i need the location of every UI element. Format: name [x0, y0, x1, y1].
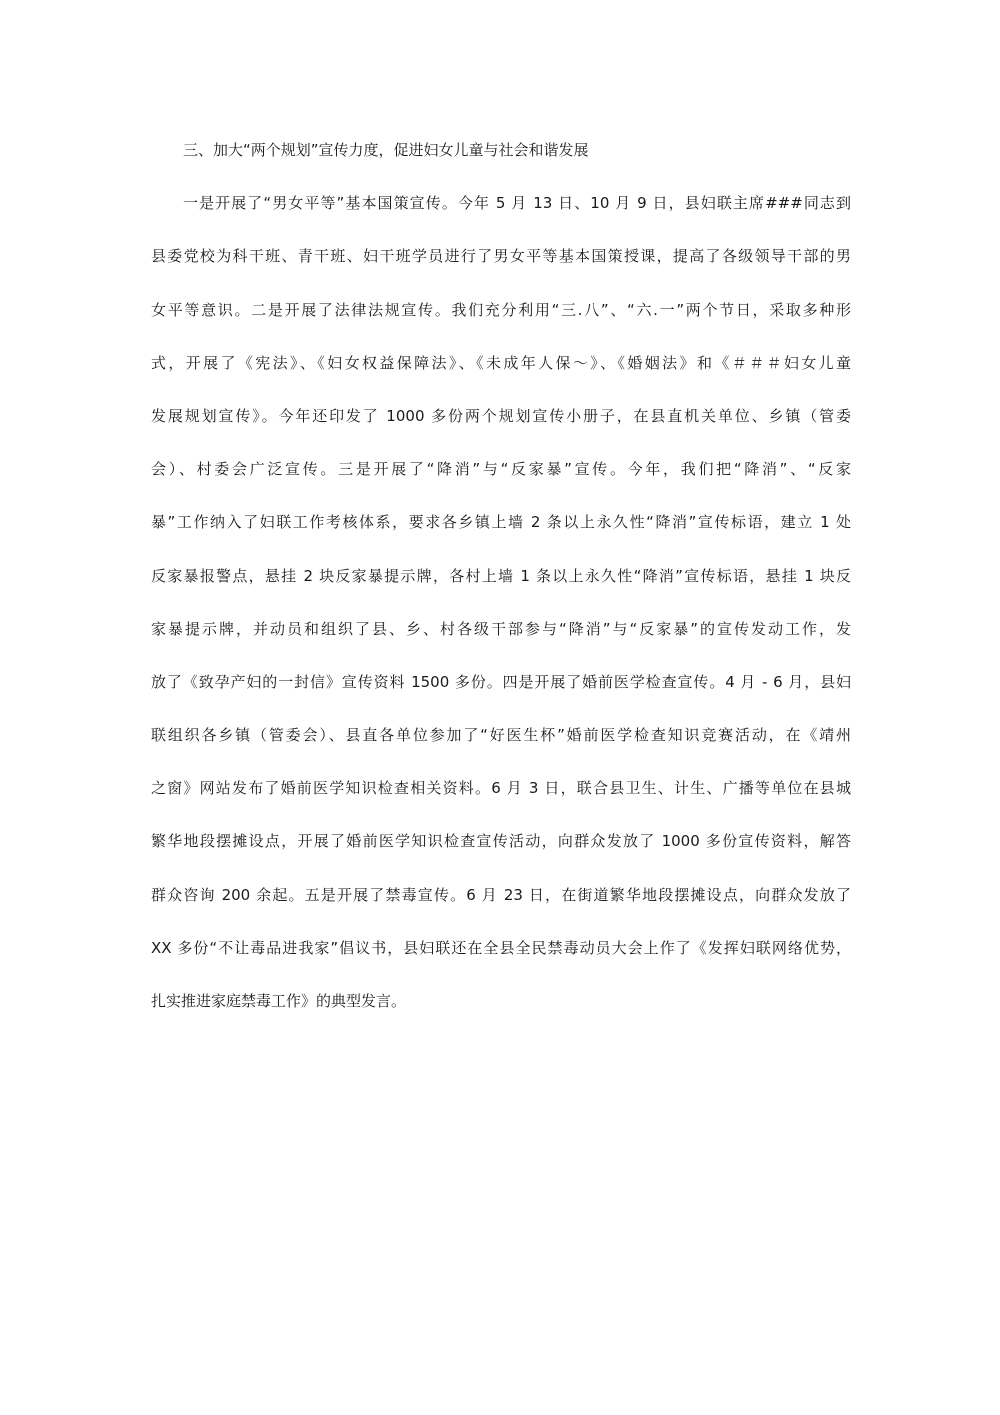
paragraph-line: XX 多份“不让毒品进我家”倡议书，县妇联还在全县全民禁毒动员大会上作了《发挥妇联网络优势， [151, 938, 851, 957]
paragraph-line: 繁华地段摆摊设点，开展了婚前医学知识检查宣传活动，向群众发放了 1000 多份宣传资料，解答 [151, 832, 851, 851]
paragraph-line: 发展规划宣传》。今年还印发了 1000 多份两个规划宣传小册子，在县直机关单位、乡镇（管委 [151, 406, 851, 425]
paragraph-line: 式，开展了《宪法》、《妇女权益保障法》、《未成年人保～》、《婚姻法》和《＃＃＃妇女儿童 [151, 353, 851, 372]
paragraph-line: 一是开展了“男女平等”基本国策宣传。今年 5 月 13 日、10 月 9 日，县妇联主席###同志到 [183, 194, 851, 213]
paragraph-line: 家暴提示牌，并动员和组织了县、乡、村各级干部参与“降消”与“反家暴”的宣传发动工作，发 [151, 619, 851, 638]
section-heading: 三、加大“两个规划”宣传力度，促进妇女儿童与社会和谐发展 [183, 141, 589, 159]
paragraph-line: 群众咨询 200 余起。五是开展了禁毒宣传。6 月 23 日，在街道繁华地段摆摊设点，向群众发放了 [151, 885, 851, 904]
paragraph-line: 反家暴报警点，悬挂 2 块反家暴提示牌，各村上墙 1 条以上永久性“降消”宣传标语，悬挂 1 块反 [151, 566, 851, 585]
paragraph-line: 女平等意识。二是开展了法律法规宣传。我们充分利用“三.八”、“六.一”两个节日，采取多种形 [151, 300, 851, 319]
paragraph-line: 县委党校为科干班、青干班、妇干班学员进行了男女平等基本国策授课，提高了各级领导干部的男 [151, 247, 851, 266]
paragraph-line: 联组织各乡镇（管委会）、县直各单位参加了“好医生杯”婚前医学检查知识竞赛活动，在《靖州 [151, 726, 851, 745]
paragraph-line: 扎实推进家庭禁毒工作》的典型发言。 [151, 992, 407, 1010]
paragraph-line: 会）、村委会广泛宣传。三是开展了“降消”与“反家暴”宣传。今年，我们把“降消”、“反家 [151, 460, 851, 479]
paragraph-line: 暴”工作纳入了妇联工作考核体系，要求各乡镇上墙 2 条以上永久性“降消”宣传标语，建立 1 处 [151, 513, 851, 532]
paragraph-line: 放了《致孕产妇的一封信》宣传资料 1500 多份。四是开展了婚前医学检查宣传。4 月 - 6 月，县妇 [151, 672, 851, 691]
paragraph-line: 之窗》网站发布了婚前医学知识检查相关资料。6 月 3 日，联合县卫生、计生、广播等单位在县城 [151, 779, 851, 798]
document-body [151, 124, 851, 1028]
